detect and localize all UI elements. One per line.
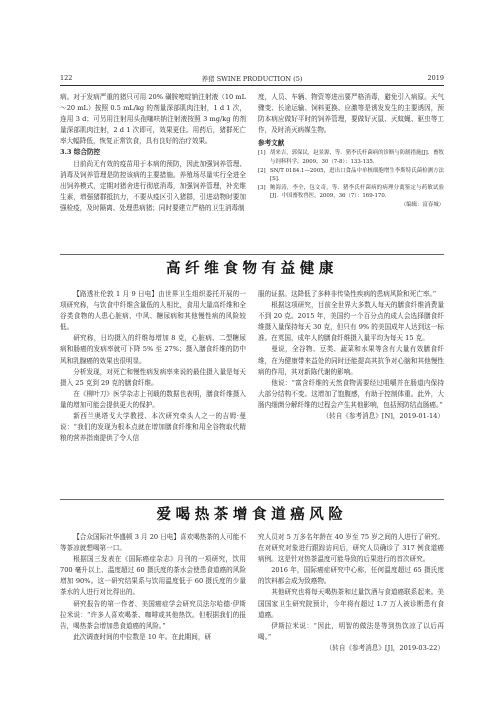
section-divider [60,499,444,500]
article-title: 爱喝热茶增食道癌风险 [156,507,348,523]
article-paragraph: 在《柳叶刀》医学杂志上刊载的数据也表明，膳食纤维摄入量的增加可能会提供更大的保护。 [60,389,246,409]
article-paragraph: 究人员对 5 万多名年龄在 40 岁至 75 岁之间的人进行了研究。在对研究对象进行跟踪访问后，研究人员确诊了 317 例食道癌病例。这是针对热茶温度可能导致的后果进行的首次研究。 [258,533,444,564]
reference-number: [1] [258,150,266,157]
section-heading: 3.3 综合防控 [60,148,101,157]
article-paragraph: 研究称，日均摄入的纤维每增加 8 克，心脏病、二型糖尿病和肠癌的发病率就可下降 5% 至 27%；摄入膳食纤维的防中风和乳腺癌的效果也很明显。 [60,334,246,365]
page-number: 122 [60,74,73,82]
reference-text: 鲍海涛，李全，包文奇，等．猪李氏杆菌病的病理分离鉴定与药敏试验[J]．中国畜牧兽医，2009，36（7）：169-170. [270,184,444,200]
references-list [258,149,444,209]
article-paragraph: 伊斯拉米说：“因此，明智的做法是等到热饮凉了以后再喝。” [258,621,444,641]
article1-right-column [258,289,444,422]
article1-left-column [60,289,246,444]
prev-article-paragraph: 度，人员、车辆、物资等进出要严格消毒，避免引入病原。天气骤变、长途运输、饲料更换、应激等是诱发发生的主要诱因，预防本病应做好平时的饲养管理，要做好灭鼠、灭蚊蝇、驱虫等工作，及时消灭病媒生物。 [258,93,444,135]
article-paragraph: 其他研究也将每天喝热茶和过量饮酒与食道癌联系起来。美国国家卫生研究院预计，今年将有超过 1.7 万人被诊断患有食道癌。 [258,588,444,619]
article-paragraph: 【合众国际社华盛顿 3 月 20 日电】喜欢喝热茶的人可能不等茶凉就想喝第一口。 [60,533,246,553]
reference-text: SN/T 0184.1—2005，进出口食品中单核细胞增生李斯特氏菌检测方法[S]. [270,167,444,183]
reference-item [258,149,444,166]
article-paragraph: 此次调查时间的中位数是 10 年。在此期间，研 [73,632,212,641]
article-title: 高纤维食物有益健康 [166,261,338,277]
journal-name: 养猪 SWINE PRODUCTION (5) [201,75,303,83]
article-paragraph: 研究报告的第一作者、美国癌症学会研究员法尔哈德·伊斯拉米说：“许多人喜欢喝茶、咖啡或其他热饮。但根据我们的报告，喝热茶会增加患食道癌的风险。” [60,599,246,630]
running-header [60,74,444,84]
editor-note: （编辑：富春城） [400,202,444,209]
source-note: （转自《参考消息》[J]，2019-03-22） [325,643,444,652]
reference-number: [3] [258,184,266,191]
article-paragraph: 曼说，全谷物、豆类、蔬菜和水果等含有大量有效膳食纤维，在为健康带来益处的同时还能提高其抗争对心脑和其他慢性病的作用，其对新陈代谢的影响。 [258,345,444,376]
article2-left-column [60,532,246,643]
top-right-column [258,92,444,210]
source-note: （转自《参考消息》[N]，2019-01-14） [322,412,444,421]
reference-text: 胡来吉，郭保民，赵景源，等．猪李氏杆菌病的诊断与防制措施[J]．畜牧与饲料科学，2009，30（7-8）：133-135. [270,150,444,166]
article-paragraph: 分析发现，对死亡和慢性病发病率来说的最佳摄入量是每天摄入 25 克到 29 克的膳食纤维。 [60,367,246,387]
year: 2019 [427,74,444,82]
section-divider [60,254,444,255]
header-rule [60,85,444,86]
reference-item [258,167,444,184]
prev-article-paragraph: 目前尚无有效的疫苗用于本病的预防，因此加强饲养管理、消毒及饲养管理是防控该病的主要措施。养殖场尽量实行全进全出饲养模式，定期对猪舍进行彻底消毒，加强饲养管理，补充维生素，增强猪群抵抗力，不要从疫区引入猪群，引进动物时要加强检疫，及时隔离、处理患病猪；同时要建立严格的卫生消毒制 [60,159,246,212]
article-paragraph: 新西兰奥塔戈大学教授、本次研究牵头人之一的吉姆·曼说：“我们的发现为根本点就在增加膳食纤维和用全谷物取代精粮的营养指南提供了令人信 [60,412,246,443]
article-paragraph: 【路透社伦敦 1 月 9 日电】由世界卫生组织委托开展的一项研究称，与饮食中纤维含量低的人相比，食用大量高纤维和全谷类食物的人患心脏病、中风、糖尿病和其他慢性病的风险较低。 [60,290,246,332]
article-paragraph: 他说：“富含纤维的天然食物需要经过咀嚼并在肠道内保持大部分结构不变。这增加了饱腹感，有助于控制体重。此外，大肠内细菌分解纤维的过程会产生其他影响，包括预防结直肠癌。” [258,378,444,409]
top-left-column [60,92,246,214]
article-paragraph: 服的证据。这降低了多种非传染性疾病的患病风险和死亡率。” [258,290,437,298]
article2-right-column [258,532,444,654]
article-paragraph: 根据这项研究，目前全世界大多数人每天的膳食纤维消费量不到 20 克。2015 年，美国约一个百分点的成人会选择膳食纤维摄入量保持每天 30 克，但只有 9% 的美国成年人达到这一标准。在英国，成年人的膳食纤维摄入量平均为每天 15 克。 [258,301,444,343]
reference-item [258,184,444,201]
prev-article-paragraph: 病。对于发病严重的猪只可用 20% 磺胺嘧啶钠注射液（10 mL～20 mL）按照 0.5 mL/kg 的剂量深部肌肉注射，1 d 1 次，连用 3 d；可另用注射用头孢噻呋钠注射液按照 3 mg/kg 的剂量深部肌肉注射，2 d 1 次即可，效果更佳。用药后，猪群死亡率大幅降低，恢复正常饮食，具有良好的治疗效果。 [60,93,246,146]
reference-number: [2] [258,167,266,174]
article-paragraph: 根据国三发表在《国际癌症杂志》月刊的一项研究，饮用 700 毫升以上、温度超过 60 摄氏度的茶水会使患食道癌的风险增加 90%。这一研究结果系与饮用温度低于 60 摄氏度的少量茶水的人进行对比得出的。 [60,555,246,597]
references-title: 参考文献 [258,139,285,148]
article-paragraph: 2016 年，国际癌症研究中心称，任何温度超过 65 摄氏度的饮料都会成为致癌物。 [258,566,444,586]
